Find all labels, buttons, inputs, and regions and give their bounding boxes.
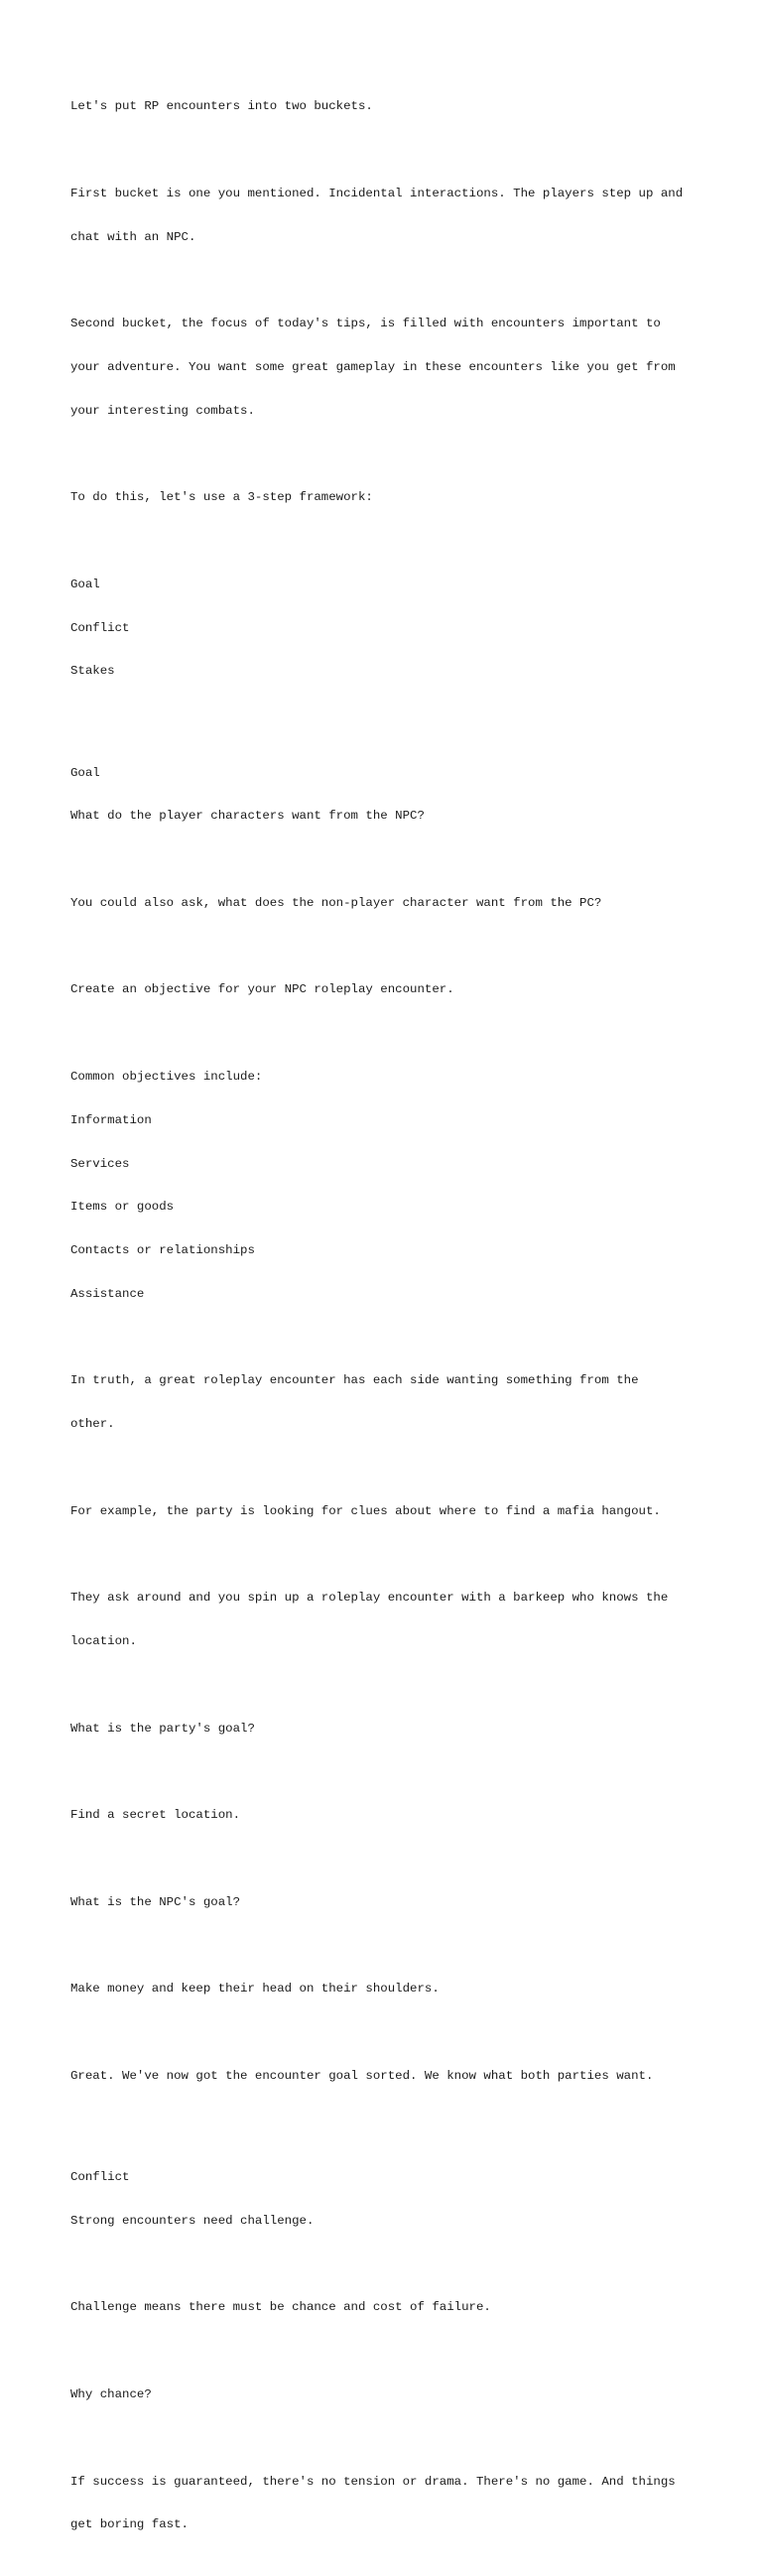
create-objective-paragraph: Create an objective for your NPC roleplay encounter. bbox=[70, 982, 454, 997]
party-goal-question: What is the party's goal? bbox=[70, 1721, 255, 1736]
section-spacer bbox=[70, 722, 705, 737]
goal-summary: Great. We've now got the encounter goal sorted. We know what both parties want. bbox=[70, 2068, 654, 2083]
framework-list bbox=[70, 549, 705, 708]
list-item: Assistance bbox=[70, 1286, 145, 1301]
list-item: Services bbox=[70, 1156, 130, 1171]
first-bucket-paragraph: First bucket is one you mentioned. Incidental interactions. The players step up and chat with an NPC. bbox=[70, 186, 684, 244]
list-item: Conflict bbox=[70, 620, 130, 635]
section-spacer bbox=[70, 2126, 705, 2141]
list-item: Goal bbox=[70, 577, 100, 591]
ask-around-paragraph: They ask around and you spin up a roleplay encounter with a barkeep who knows the location. bbox=[70, 1591, 669, 1649]
chance-cost-paragraph: Challenge means there must be chance and cost of failure. bbox=[70, 2300, 491, 2315]
conflict-heading: Conflict bbox=[70, 2170, 130, 2185]
list-item: Contacts or relationships bbox=[70, 1243, 255, 1258]
objectives-list: Common objectives include: Information Services Items or goods Contacts or relationships Assistance bbox=[70, 1041, 705, 1331]
party-goal-answer: Find a secret location. bbox=[70, 1808, 241, 1823]
list-item: Items or goods bbox=[70, 1200, 175, 1215]
npc-goal-answer: Make money and keep their head on their shoulders. bbox=[70, 1982, 440, 1996]
list-item: Information bbox=[70, 1112, 152, 1127]
intro-paragraph: Let's put RP encounters into two buckets. bbox=[70, 99, 373, 114]
list-item: Stakes bbox=[70, 664, 115, 679]
npc-goal-question: What is the NPC's goal? bbox=[70, 1894, 241, 1909]
goal-heading: Goal bbox=[70, 765, 100, 780]
alt-question-paragraph: You could also ask, what does the non-player character want from the PC? bbox=[70, 895, 602, 910]
conflict-heading-block: Conflict Strong encounters need challenge. bbox=[70, 2141, 705, 2257]
guaranteed-paragraph: If success is guaranteed, there's no tension or drama. There's no game. And things get boring fast. bbox=[70, 2474, 676, 2532]
second-bucket-paragraph: Second bucket, the focus of today's tips, is filled with encounters important to your adventure. You want some great gameplay in these encounters like you get from your interesting combats. bbox=[70, 317, 676, 418]
document-page bbox=[70, 70, 705, 2576]
truth-paragraph: In truth, a great roleplay encounter has each side wanting something from the other. bbox=[70, 1373, 639, 1432]
example-paragraph: For example, the party is looking for clues about where to find a mafia hangout. bbox=[70, 1503, 661, 1518]
framework-intro: To do this, let's use a 3-step framework: bbox=[70, 490, 373, 505]
goal-heading-block: Goal What do the player characters want from the NPC? bbox=[70, 736, 705, 852]
why-chance-paragraph: Why chance? bbox=[70, 2387, 152, 2401]
